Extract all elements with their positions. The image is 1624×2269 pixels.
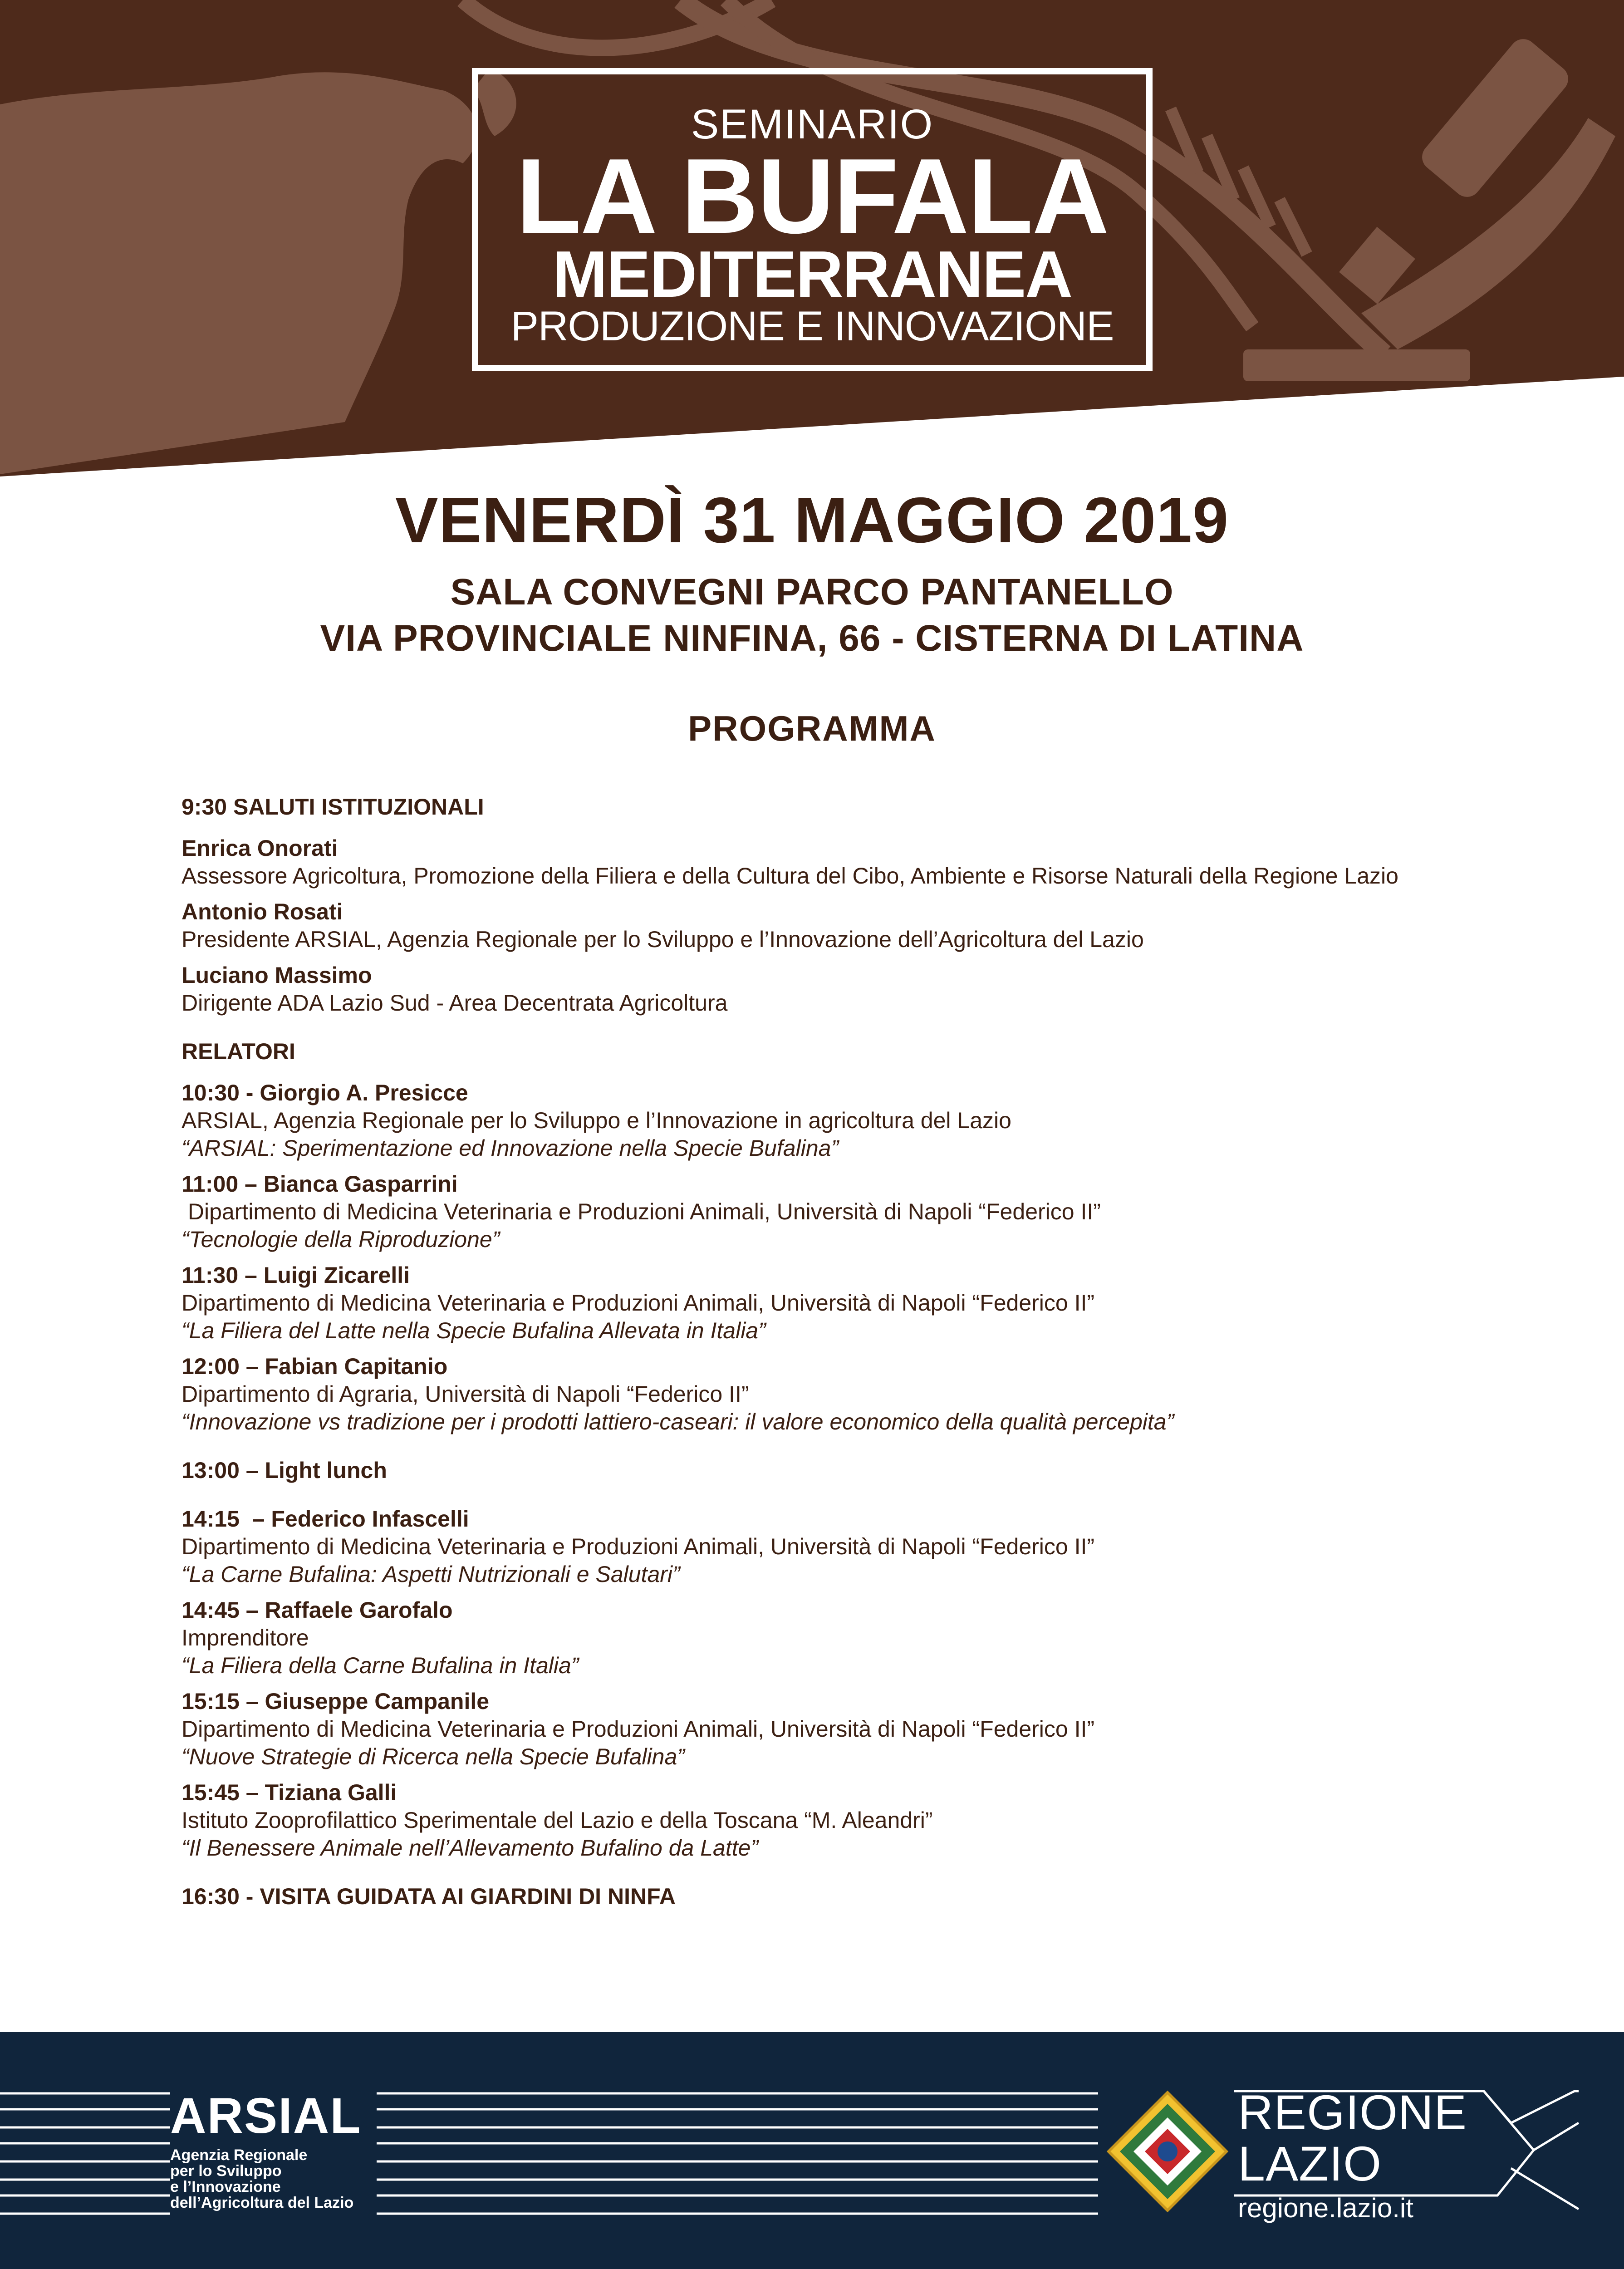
relatori-heading: RELATORI xyxy=(182,1039,295,1064)
seminario-label: SEMINARIO xyxy=(691,101,934,147)
talk-affiliation: Dipartimento di Medicina Veterinaria e Produzioni Animali, Università di Napoli “Federico II” xyxy=(182,1534,1095,1559)
arsial-logo xyxy=(170,2088,362,2211)
talk-affiliation: Istituto Zooprofilattico Sperimentale del Lazio e della Toscana “M. Aleandri” xyxy=(182,1807,933,1833)
talk-time-speaker: 15:15 – Giuseppe Campanile xyxy=(182,1689,490,1714)
lunch-item: 13:00 – Light lunch xyxy=(182,1458,387,1483)
talk-affiliation: Dipartimento di Medicina Veterinaria e Produzioni Animali, Università di Napoli “Federico II” xyxy=(182,1290,1095,1316)
regione-url[interactable]: regione.lazio.it xyxy=(1238,2192,1413,2223)
talk-item xyxy=(182,1688,1543,1771)
speaker-name: Enrica Onorati xyxy=(182,835,338,861)
talk-time-speaker: 11:00 – Bianca Gasparrini xyxy=(182,1171,458,1197)
venue-line1: SALA CONVEGNI PARCO PANTANELLO xyxy=(450,571,1174,613)
event-date: VENERDÌ 31 MAGGIO 2019 xyxy=(395,484,1229,556)
arsial-desc-line: e l’Innovazione xyxy=(170,2178,281,2195)
talk-title: “Tecnologie della Riproduzione” xyxy=(182,1227,500,1252)
closing-item: 16:30 - VISITA GUIDATA AI GIARDINI DI NINFA xyxy=(182,1884,676,1909)
header-banner xyxy=(0,0,1624,481)
talk-time-speaker: 11:30 – Luigi Zicarelli xyxy=(182,1262,410,1288)
talk-time-speaker: 12:00 – Fabian Capitanio xyxy=(182,1354,448,1379)
talk-item xyxy=(182,1079,1543,1162)
talk-time-speaker: 14:15 – Federico Infascelli xyxy=(182,1506,469,1532)
subtitle: PRODUZIONE E INNOVAZIONE xyxy=(510,303,1114,349)
saluti-heading: 9:30 SALUTI ISTITUZIONALI xyxy=(182,794,484,820)
talk-affiliation: Imprenditore xyxy=(182,1625,309,1650)
talk-item xyxy=(182,1353,1543,1436)
arsial-desc-line: dell’Agricoltura del Lazio xyxy=(170,2194,354,2211)
talk-title: “Il Benessere Animale nell’Allevamento Bufalino da Latte” xyxy=(182,1835,759,1861)
title-box xyxy=(472,68,1153,371)
speaker-role: Presidente ARSIAL, Agenzia Regionale per lo Sviluppo e l’Innovazione dell’Agricoltura del Lazio xyxy=(182,927,1144,952)
talk-time-speaker: 14:45 – Raffaele Garofalo xyxy=(182,1597,453,1623)
programma-heading: PROGRAMMA xyxy=(688,708,936,748)
talk-item xyxy=(182,1596,1543,1680)
regione-lazio-emblem-icon xyxy=(1106,2090,1229,2213)
talk-title: “La Filiera della Carne Bufalina in Italia” xyxy=(182,1653,579,1678)
talk-title: “ARSIAL: Sperimentazione ed Innovazione nella Specie Bufalina” xyxy=(182,1135,839,1161)
talk-time-speaker: 10:30 - Giorgio A. Presicce xyxy=(182,1080,468,1105)
speaker-role: Dirigente ADA Lazio Sud - Area Decentrata Agricoltura xyxy=(182,990,728,1016)
talk-item xyxy=(182,1505,1543,1588)
speaker-name: Antonio Rosati xyxy=(182,899,343,924)
program-list xyxy=(182,793,1543,1919)
talk-affiliation: Dipartimento di Agraria, Università di Napoli “Federico II” xyxy=(182,1381,749,1407)
saluti-item xyxy=(182,898,1543,953)
talk-affiliation: ARSIAL, Agenzia Regionale per lo Sviluppo e l’Innovazione in agricoltura del Lazio xyxy=(182,1108,1011,1133)
talk-affiliation: Dipartimento di Medicina Veterinaria e Produzioni Animali, Università di Napoli “Federico II” xyxy=(182,1716,1095,1742)
saluti-item xyxy=(182,835,1543,890)
talk-title: “La Carne Bufalina: Aspetti Nutrizionali e Salutari” xyxy=(182,1562,680,1587)
arsial-desc-line: Agenzia Regionale xyxy=(170,2146,308,2164)
lazio-label: LAZIO xyxy=(1238,2136,1382,2191)
arsial-description xyxy=(170,2147,361,2211)
arsial-name: ARSIAL xyxy=(170,2088,362,2144)
saluti-item xyxy=(182,962,1543,1017)
talk-title: “Innovazione vs tradizione per i prodotti lattiero-caseari: il valore economico della qualità percepita” xyxy=(182,1409,1174,1434)
speaker-role: Assessore Agricoltura, Promozione della Filiera e della Cultura del Cibo, Ambiente e Risorse Naturali della Regione Lazio xyxy=(182,863,1398,889)
main-title-line2: MEDITERRANEA xyxy=(552,237,1072,311)
speaker-name: Luciano Massimo xyxy=(182,963,372,988)
main-title-line1: LA BUFALA xyxy=(516,136,1109,255)
venue-line2: VIA PROVINCIALE NINFINA, 66 - CISTERNA DI LATINA xyxy=(320,618,1304,659)
talk-title: “La Filiera del Latte nella Specie Bufalina Allevata in Italia” xyxy=(182,1318,766,1343)
talk-affiliation: Dipartimento di Medicina Veterinaria e Produzioni Animali, Università di Napoli “Federico II” xyxy=(182,1199,1101,1224)
regione-lazio-logo xyxy=(1238,2087,1467,2224)
talk-item xyxy=(182,1262,1543,1345)
footer xyxy=(0,2032,1624,2269)
talk-time-speaker: 15:45 – Tiziana Galli xyxy=(182,1780,397,1805)
talk-item xyxy=(182,1779,1543,1862)
talk-item xyxy=(182,1170,1543,1253)
regione-label: REGIONE xyxy=(1238,2085,1467,2140)
talk-title: “Nuove Strategie di Ricerca nella Specie Bufalina” xyxy=(182,1744,685,1769)
arsial-desc-line: per lo Sviluppo xyxy=(170,2162,282,2180)
